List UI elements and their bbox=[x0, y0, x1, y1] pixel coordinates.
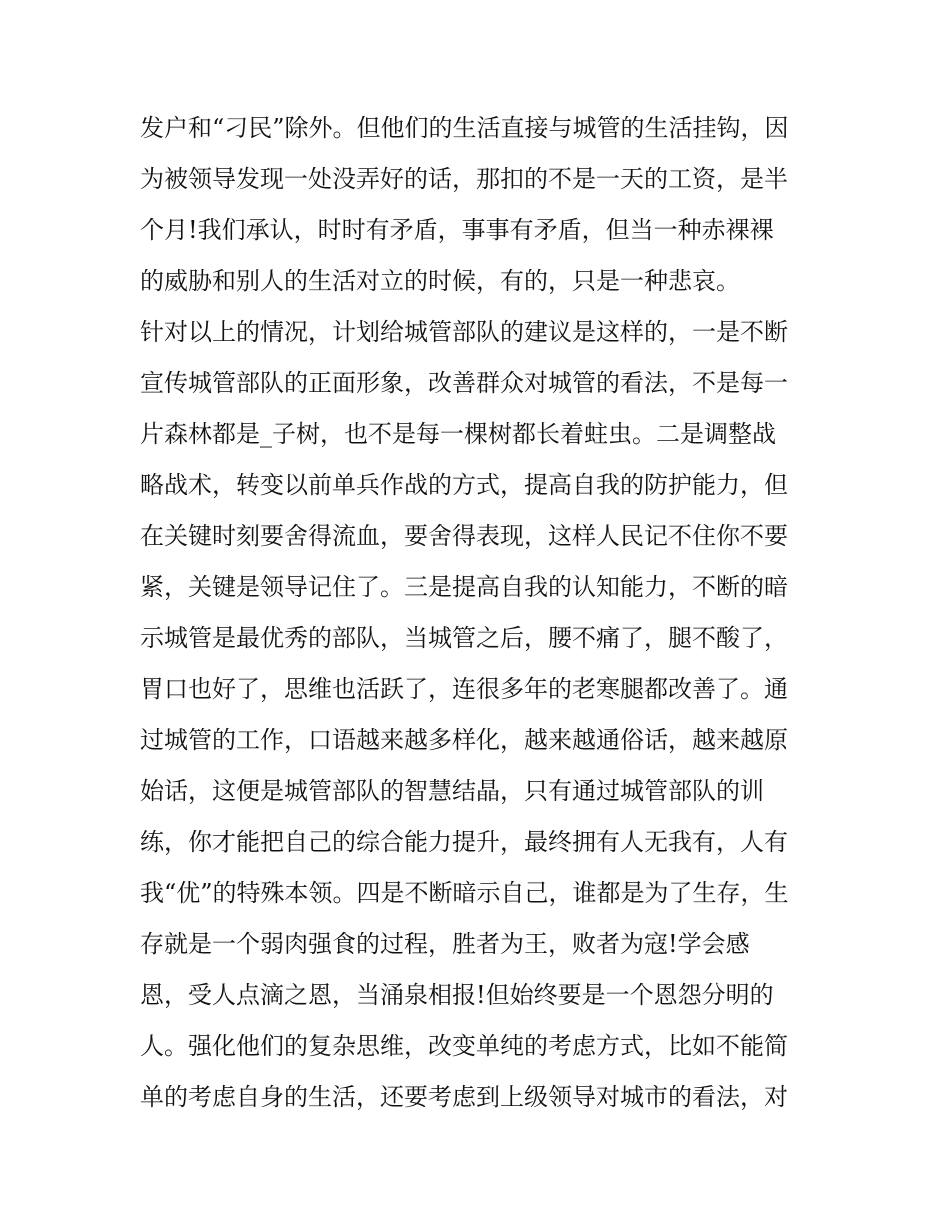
text-line: 练，你才能把自己的综合能力提升，最终拥有人无我有，人有 bbox=[140, 828, 788, 856]
text-line: 单的考虑自身的生活，还要考虑到上级领导对城市的看法，对 bbox=[140, 1083, 788, 1111]
text-line: 存就是一个弱肉强食的过程，胜者为王，败者为寇!学会感 bbox=[140, 930, 750, 958]
text-line: 人。强化他们的复杂思维，改变单纯的考虑方式，比如不能简 bbox=[140, 1032, 788, 1060]
text-line: 在关键时刻要舍得流血，要舍得表现，这样人民记不住你不要 bbox=[140, 522, 788, 550]
text-line: 略战术，转变以前单兵作战的方式，提高自我的防护能力，但 bbox=[140, 471, 788, 499]
text-line: 宣传城管部队的正面形象，改善群众对城管的看法，不是每一 bbox=[140, 369, 788, 397]
text-line: 个月!我们承认，时时有矛盾，事事有矛盾，但当一种赤裸裸 bbox=[140, 216, 774, 244]
text-line: 恩，受人点滴之恩，当涌泉相报!但始终要是一个恩怨分明的 bbox=[140, 981, 774, 1009]
text-line: 发户和“刁民”除外。但他们的生活直接与城管的生活挂钩，因 bbox=[140, 114, 789, 142]
text-line: 片森林都是_子树，也不是每一棵树都长着蛀虫。二是调整战 bbox=[140, 420, 776, 448]
text-line: 紧，关键是领导记住了。三是提高自我的认知能力，不断的暗 bbox=[140, 573, 788, 601]
text-line: 的威胁和别人的生活对立的时候，有的，只是一种悲哀。 bbox=[140, 267, 740, 295]
text-line: 针对以上的情况，计划给城管部队的建议是这样的，一是不断 bbox=[140, 318, 788, 346]
text-line: 始话，这便是城管部队的智慧结晶，只有通过城管部队的训 bbox=[140, 777, 764, 805]
text-line: 我“优”的特殊本领。四是不断暗示自己，谁都是为了生存，生 bbox=[140, 879, 789, 907]
body-text bbox=[140, 103, 820, 1123]
text-line: 过城管的工作，口语越来越多样化，越来越通俗话，越来越原 bbox=[140, 726, 788, 754]
text-line: 胃口也好了，思维也活跃了，连很多年的老寒腿都改善了。通 bbox=[140, 675, 788, 703]
text-line: 示城管是最优秀的部队，当城管之后，腰不痛了，腿不酸了， bbox=[140, 624, 788, 652]
text-line: 为被领导发现一处没弄好的话，那扣的不是一天的工资，是半 bbox=[140, 165, 788, 193]
